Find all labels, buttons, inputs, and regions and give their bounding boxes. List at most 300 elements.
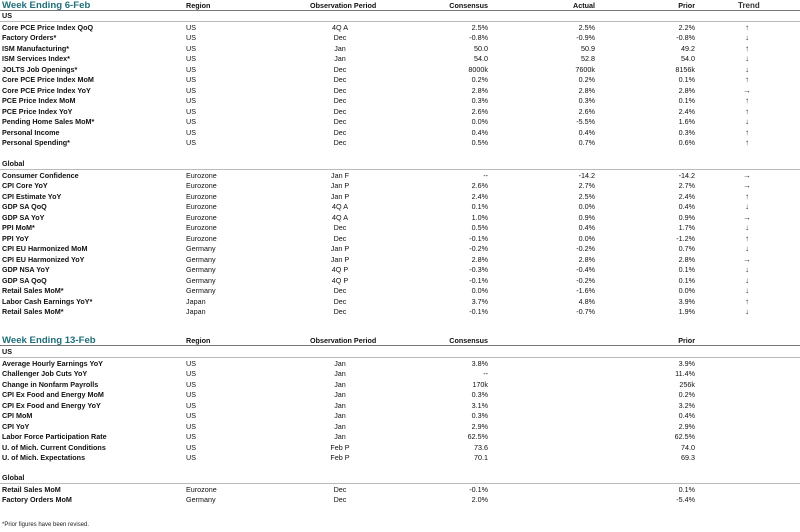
prior-cell: 2.8% [678, 85, 695, 95]
actual-cell: 52.8 [581, 54, 595, 63]
table-row [0, 234, 800, 245]
actual-cell: 2.6% [578, 106, 595, 116]
consensus-cell: -0.1% [469, 275, 488, 285]
table-row [0, 380, 800, 391]
column-header-region: Region [186, 336, 211, 345]
arrow-up-icon: ↑ [745, 96, 749, 105]
consensus-cell: 2.5% [471, 22, 488, 32]
period-cell: Jan [334, 411, 346, 420]
indicator-name: GDP SA QoQ [2, 202, 47, 211]
prior-cell: 0.2% [678, 390, 695, 399]
indicator-name: Pending Home Sales MoM* [2, 117, 95, 126]
consensus-cell: -- [483, 170, 488, 180]
indicator-name: U. of Mich. Current Conditions [2, 442, 106, 452]
indicator-name: ISM Services Index* [2, 54, 70, 63]
arrow-down-icon: ↓ [745, 117, 749, 126]
actual-cell: 2.7% [578, 181, 595, 190]
arrow-down-icon: ↓ [745, 33, 749, 42]
arrow-down-icon: ↓ [745, 202, 749, 211]
actual-cell: -0.7% [576, 307, 595, 316]
period-cell: Jan [334, 390, 346, 399]
actual-cell: -1.6% [576, 286, 595, 295]
period-cell: 4Q A [332, 22, 348, 32]
prior-cell: 0.1% [678, 275, 695, 285]
period-cell: Jan [334, 379, 346, 389]
consensus-cell: 3.1% [471, 400, 488, 410]
prior-cell: 256k [679, 379, 695, 389]
actual-cell: -14.2 [578, 170, 595, 180]
table-row [0, 432, 800, 443]
table-row [0, 307, 800, 318]
region-cell: US [186, 22, 196, 32]
period-cell: Jan P [330, 191, 350, 201]
actual-cell: 2.8% [578, 254, 595, 264]
prior-cell: 62.5% [674, 432, 695, 441]
consensus-cell: 2.9% [471, 421, 488, 431]
consensus-cell: 2.6% [471, 181, 488, 190]
table-row [0, 54, 800, 65]
actual-cell: 0.3% [578, 96, 595, 105]
week-header [0, 0, 800, 11]
actual-cell: -0.4% [576, 265, 595, 274]
consensus-cell: 0.1% [471, 202, 488, 211]
arrow-down-icon: ↓ [745, 64, 749, 74]
period-cell: Feb P [330, 453, 350, 462]
arrow-up-icon: ↑ [745, 296, 749, 306]
consensus-cell: 2.0% [471, 495, 488, 504]
region-cell: Eurozone [186, 212, 217, 222]
consensus-cell: 0.3% [471, 390, 488, 399]
region-cell: Eurozone [186, 233, 217, 243]
table-row [0, 390, 800, 401]
period-cell: Dec [333, 307, 347, 316]
arrow-up-icon: ↑ [745, 106, 749, 116]
consensus-cell: 2.8% [471, 254, 488, 264]
column-header-region: Region [186, 1, 211, 10]
prior-cell: 2.4% [678, 191, 695, 201]
indicator-name: Change in Nonfarm Payrolls [2, 379, 99, 389]
prior-cell: 0.1% [678, 96, 695, 105]
period-cell: Jan [334, 369, 346, 378]
region-cell: Germany [186, 286, 216, 295]
table-row [0, 223, 800, 234]
arrow-down-icon: ↓ [745, 275, 749, 285]
footnote: *Prior figures have been revised. [2, 522, 90, 528]
region-cell: Eurozone [186, 202, 217, 211]
week-title: Week Ending 13-Feb [2, 335, 96, 346]
prior-cell: 1.9% [678, 307, 695, 316]
region-cell: US [186, 421, 196, 431]
indicator-name: CPI Ex Food and Energy YoY [2, 400, 101, 410]
consensus-cell: 2.4% [471, 191, 488, 201]
consensus-cell: 0.3% [471, 96, 488, 105]
table-row [0, 65, 800, 76]
consensus-cell: 54.0 [474, 54, 488, 63]
table-row [0, 369, 800, 380]
period-cell: Dec [333, 85, 347, 95]
arrow-down-icon: ↓ [745, 286, 749, 295]
consensus-cell: 3.8% [471, 358, 488, 368]
arrow-up-icon: ↑ [745, 75, 749, 84]
prior-cell: -5.4% [676, 495, 695, 504]
arrow-down-icon: ↓ [745, 244, 749, 253]
arrow-up-icon: ↑ [745, 127, 749, 137]
period-cell: Dec [333, 495, 347, 504]
table-row [0, 44, 800, 55]
region-cell: US [186, 453, 196, 462]
indicator-name: Labor Force Participation Rate [2, 432, 107, 441]
actual-cell: -0.9% [576, 33, 595, 42]
consensus-cell: 0.0% [471, 117, 488, 126]
period-cell: Jan P [330, 244, 350, 253]
period-cell: 4Q A [332, 212, 348, 222]
indicator-name: PCE Price Index YoY [2, 106, 73, 116]
period-cell: Dec [333, 106, 347, 116]
actual-cell: 0.0% [578, 233, 595, 243]
table-row [0, 33, 800, 44]
prior-cell: 2.8% [678, 254, 695, 264]
region-cell: Germany [186, 254, 216, 264]
arrow-up-icon: ↑ [745, 22, 749, 32]
indicator-name: CPI Ex Food and Energy MoM [2, 390, 104, 399]
region-cell: US [186, 400, 196, 410]
indicator-name: PCE Price Index MoM [2, 96, 76, 105]
table-row [0, 96, 800, 107]
consensus-cell: -0.2% [469, 244, 488, 253]
prior-cell: 2.2% [678, 22, 695, 32]
prior-cell: 8156k [675, 64, 695, 74]
region-cell: US [186, 442, 196, 452]
period-cell: 4Q A [332, 202, 348, 211]
region-cell: Eurozone [186, 223, 217, 232]
indicator-name: Average Hourly Earnings YoY [2, 358, 103, 368]
consensus-cell: -0.1% [469, 307, 488, 316]
region-cell: US [186, 411, 196, 420]
period-cell: Dec [333, 138, 347, 147]
region-cell: US [186, 432, 196, 441]
prior-cell: 2.4% [678, 106, 695, 116]
indicator-name: Personal Spending* [2, 138, 70, 147]
consensus-cell: 73.6 [474, 442, 488, 452]
column-header-period: Observation Period [310, 1, 377, 10]
indicator-name: Retail Sales MoM [2, 484, 61, 494]
indicator-name: GDP SA QoQ [2, 275, 47, 285]
table-row [0, 244, 800, 255]
table-row [0, 443, 800, 454]
consensus-cell: 0.4% [471, 127, 488, 137]
group-label: US [2, 11, 12, 20]
actual-cell: 50.9 [581, 43, 595, 53]
group-header [0, 347, 800, 358]
prior-cell: 0.1% [678, 75, 695, 84]
region-cell: US [186, 379, 196, 389]
actual-cell: 0.0% [578, 202, 595, 211]
actual-cell: -0.2% [576, 244, 595, 253]
prior-cell: 0.1% [678, 484, 695, 494]
table-row [0, 107, 800, 118]
prior-cell: 0.1% [678, 265, 695, 274]
column-header-consensus: Consensus [449, 336, 488, 345]
table-row [0, 128, 800, 139]
table-row [0, 411, 800, 422]
region-cell: US [186, 64, 196, 74]
prior-cell: 0.4% [678, 411, 695, 420]
prior-cell: 0.7% [678, 244, 695, 253]
indicator-name: JOLTS Job Openings* [2, 64, 78, 74]
region-cell: US [186, 106, 196, 116]
consensus-cell: 0.2% [471, 75, 488, 84]
period-cell: Jan [334, 43, 346, 53]
actual-cell: 2.8% [578, 85, 595, 95]
consensus-cell: 70.1 [474, 453, 488, 462]
period-cell: Jan [334, 400, 346, 410]
indicator-name: Personal Income [2, 127, 60, 137]
prior-cell: 1.6% [678, 117, 695, 126]
indicator-name: Core PCE Price Index QoQ [2, 22, 94, 32]
indicator-name: CPI EU Harmonized YoY [2, 254, 85, 264]
consensus-cell: -0.1% [469, 484, 488, 494]
period-cell: Dec [333, 117, 347, 126]
prior-cell: 0.6% [678, 138, 695, 147]
period-cell: Dec [333, 64, 347, 74]
prior-cell: 69.3 [681, 453, 695, 462]
region-cell: Germany [186, 244, 216, 253]
region-cell: US [186, 96, 196, 105]
indicator-name: Retail Sales MoM* [2, 286, 64, 295]
table-row [0, 213, 800, 224]
period-cell: Jan [334, 54, 346, 63]
consensus-cell: 0.0% [471, 286, 488, 295]
indicator-name: Retail Sales MoM* [2, 307, 64, 316]
week-title: Week Ending 6-Feb [2, 0, 91, 11]
indicator-name: Core PCE Price Index YoY [2, 85, 91, 95]
consensus-cell: -0.1% [469, 233, 488, 243]
prior-cell: 54.0 [681, 54, 695, 63]
prior-cell: 3.9% [678, 296, 695, 306]
actual-cell: 0.7% [578, 138, 595, 147]
indicator-name: Challenger Job Cuts YoY [2, 369, 88, 378]
prior-cell: 0.0% [678, 286, 695, 295]
region-cell: US [186, 85, 196, 95]
period-cell: Dec [333, 96, 347, 105]
region-cell: US [186, 127, 196, 137]
table-row [0, 138, 800, 149]
region-cell: Germany [186, 265, 216, 274]
consensus-cell: 1.0% [471, 212, 488, 222]
table-row [0, 286, 800, 297]
period-cell: Jan P [330, 254, 350, 264]
consensus-cell: 2.8% [471, 85, 488, 95]
region-cell: US [186, 117, 196, 126]
prior-cell: 3.9% [678, 358, 695, 368]
period-cell: Jan [334, 432, 346, 441]
region-cell: US [186, 54, 196, 63]
week-header [0, 335, 800, 346]
region-cell: US [186, 369, 196, 378]
table-row [0, 192, 800, 203]
indicator-name: CPI MoM [2, 411, 33, 420]
consensus-cell: 8000k [468, 64, 488, 74]
region-cell: Japan [186, 307, 206, 316]
period-cell: Dec [333, 296, 347, 306]
indicator-name: GDP SA YoY [2, 212, 45, 222]
table-row [0, 86, 800, 97]
table-row [0, 485, 800, 496]
prior-cell: 49.2 [681, 43, 695, 53]
group-label: Global [2, 473, 25, 482]
arrow-down-icon: ↓ [745, 265, 749, 274]
table-row [0, 276, 800, 287]
indicator-name: ISM Manufacturing* [2, 43, 70, 53]
actual-cell: 2.5% [578, 22, 595, 32]
region-cell: US [186, 43, 196, 53]
region-cell: Germany [186, 495, 216, 504]
column-header-period: Observation Period [310, 336, 377, 345]
table-row [0, 202, 800, 213]
consensus-cell: 62.5% [467, 432, 488, 441]
region-cell: Eurozone [186, 191, 217, 201]
consensus-cell: -0.8% [469, 33, 488, 42]
actual-cell: 0.4% [578, 223, 595, 232]
region-cell: US [186, 138, 196, 147]
group-label: US [2, 347, 12, 356]
indicator-name: PPI YoY [2, 233, 29, 243]
column-header-prior: Prior [678, 336, 695, 345]
arrow-right-icon: → [743, 170, 751, 180]
region-cell: US [186, 33, 196, 42]
period-cell: Dec [333, 484, 347, 494]
table-row [0, 422, 800, 433]
prior-cell: -0.8% [676, 33, 695, 42]
consensus-cell: 0.5% [471, 138, 488, 147]
column-header-trend: Trend [738, 1, 760, 10]
period-cell: 4Q P [331, 265, 349, 274]
actual-cell: 2.5% [578, 191, 595, 201]
arrow-right-icon: → [743, 181, 751, 190]
region-cell: US [186, 390, 196, 399]
arrow-right-icon: → [743, 85, 751, 95]
prior-cell: 0.9% [678, 212, 695, 222]
consensus-cell: -- [483, 369, 488, 378]
consensus-cell: -0.3% [469, 265, 488, 274]
prior-cell: 3.2% [678, 400, 695, 410]
table-row [0, 453, 800, 464]
indicator-name: GDP NSA YoY [2, 265, 50, 274]
indicator-name: CPI YoY [2, 421, 30, 431]
arrow-up-icon: ↑ [745, 43, 749, 53]
actual-cell: 0.9% [578, 212, 595, 222]
arrow-up-icon: ↑ [745, 138, 749, 147]
table-row [0, 495, 800, 506]
table-row [0, 255, 800, 266]
indicator-name: CPI EU Harmonized MoM [2, 244, 88, 253]
region-cell: Eurozone [186, 170, 217, 180]
actual-cell: -0.2% [576, 275, 595, 285]
arrow-down-icon: ↓ [745, 223, 749, 232]
table-row [0, 297, 800, 308]
actual-cell: -5.5% [576, 117, 595, 126]
consensus-cell: 2.6% [471, 106, 488, 116]
consensus-cell: 3.7% [471, 296, 488, 306]
table-row [0, 75, 800, 86]
indicator-name: Factory Orders* [2, 33, 57, 42]
indicator-name: CPI Estimate YoY [2, 191, 62, 201]
table-row [0, 359, 800, 370]
region-cell: Japan [186, 296, 206, 306]
period-cell: Jan F [331, 170, 349, 180]
group-header [0, 11, 800, 22]
actual-cell: 4.8% [578, 296, 595, 306]
region-cell: US [186, 358, 196, 368]
period-cell: Dec [333, 223, 347, 232]
region-cell: Germany [186, 275, 216, 285]
period-cell: Dec [333, 33, 347, 42]
indicator-name: U. of Mich. Expectations [2, 453, 86, 462]
table-row [0, 265, 800, 276]
prior-cell: 2.7% [678, 181, 695, 190]
consensus-cell: 170k [472, 379, 488, 389]
arrow-down-icon: ↓ [745, 307, 749, 316]
period-cell: Dec [333, 127, 347, 137]
table-row [0, 23, 800, 34]
prior-cell: 11.4% [675, 369, 695, 378]
arrow-right-icon: → [743, 254, 751, 264]
prior-cell: 74.0 [681, 442, 695, 452]
consensus-cell: 0.3% [471, 411, 488, 420]
column-header-prior: Prior [678, 1, 695, 10]
indicator-name: Consumer Confidence [2, 170, 79, 180]
indicator-name: Core PCE Price Index MoM [2, 75, 94, 84]
arrow-right-icon: → [743, 212, 751, 222]
consensus-cell: 0.5% [471, 223, 488, 232]
prior-cell: -14.2 [678, 170, 695, 180]
actual-cell: 7600k [575, 64, 595, 74]
table-row [0, 171, 800, 182]
period-cell: Dec [333, 233, 347, 243]
prior-cell: 0.3% [678, 127, 695, 137]
indicator-name: PPI MoM* [2, 223, 35, 232]
table-row [0, 401, 800, 412]
region-cell: Eurozone [186, 484, 217, 494]
prior-cell: 1.7% [678, 223, 695, 232]
table-row [0, 181, 800, 192]
prior-cell: -1.2% [676, 233, 695, 243]
indicator-name: CPI Core YoY [2, 181, 48, 190]
consensus-cell: 50.0 [474, 43, 488, 53]
region-cell: Eurozone [186, 181, 217, 190]
group-header [0, 473, 800, 484]
period-cell: 4Q P [331, 275, 349, 285]
period-cell: Feb P [330, 442, 350, 452]
group-header [0, 159, 800, 170]
period-cell: Dec [333, 286, 347, 295]
prior-cell: 0.4% [678, 202, 695, 211]
actual-cell: 0.2% [578, 75, 595, 84]
arrow-down-icon: ↓ [745, 54, 749, 63]
period-cell: Jan [334, 421, 346, 431]
arrow-up-icon: ↑ [745, 191, 749, 201]
column-header-consensus: Consensus [449, 1, 488, 10]
indicator-name: Labor Cash Earnings YoY* [2, 296, 93, 306]
indicator-name: Factory Orders MoM [2, 495, 72, 504]
prior-cell: 2.9% [678, 421, 695, 431]
table-row [0, 117, 800, 128]
region-cell: US [186, 75, 196, 84]
period-cell: Jan [334, 358, 346, 368]
period-cell: Dec [333, 75, 347, 84]
actual-cell: 0.4% [578, 127, 595, 137]
period-cell: Jan P [330, 181, 350, 190]
